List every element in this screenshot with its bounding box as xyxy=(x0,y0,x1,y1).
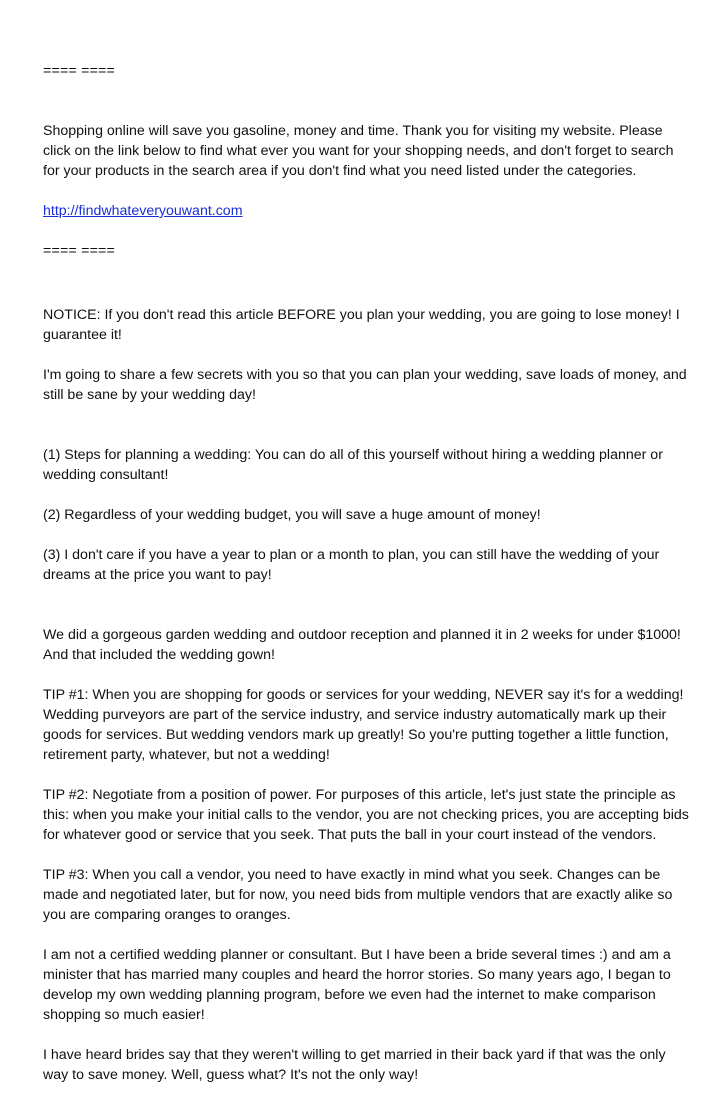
garden-paragraph: We did a gorgeous garden wedding and outdoor reception and planned it in 2 weeks for under $1000! And that included the wedding gown! xyxy=(43,627,681,663)
secrets-paragraph: I'm going to share a few secrets with you so that you can plan your wedding, save loads of money, and still be sane by your wedding day! xyxy=(43,367,687,403)
spacer xyxy=(43,281,693,305)
tip2-paragraph: TIP #2: Negotiate from a position of power. For purposes of this article, let's just state the principle as this: when you make your initial calls to the vendor, you are not checking prices, you are accepting bids for whatever good or service that you seek. That puts the ball in your court instead of the vendors. xyxy=(43,787,689,843)
separator-bottom: ==== ==== xyxy=(43,243,116,259)
website-link[interactable]: http://findwhateveryouwant.com xyxy=(43,203,243,219)
document-page xyxy=(43,61,693,1105)
intro-paragraph xyxy=(43,101,693,181)
notice-paragraph: NOTICE: If you don't read this article BEFORE you plan your wedding, you are going to lose money! I guarantee it! xyxy=(43,307,680,343)
tip1-paragraph: TIP #1: When you are shopping for goods or services for your wedding, NEVER say it's for a wedding! Wedding purveyors are part of the service industry, and service industry automatically mark up their goods for services. But wedding vendors mark up greatly! So you're putting together a little function, retirement party, whatever, but not a wedding! xyxy=(43,687,684,763)
link-paragraph xyxy=(43,181,693,221)
list-item: (2) Regardless of your wedding budget, you will save a huge amount of money! xyxy=(43,507,541,523)
tip3-paragraph: TIP #3: When you call a vendor, you need to have exactly in mind what you seek. Changes can be made and negotiated later, but for now, you need bids from multiple vendors that are exactly alike so you are comparing oranges to oranges. xyxy=(43,867,673,923)
list-item: (3) I don't care if you have a year to plan or a month to plan, you can still have the wedding of your dreams at the price you want to pay! xyxy=(43,547,660,583)
bride-paragraph: I am not a certified wedding planner or consultant. But I have been a bride several times :) and am a minister that has married many couples and heard the horror stories. So many years ago, I began to develop my own wedding planning program, before we even had the internet to make comparison shopping so much easier! xyxy=(43,947,671,1023)
list-item: (1) Steps for planning a wedding: You can do all of this yourself without hiring a wedding planner or wedding consultant! xyxy=(43,447,663,483)
intro-text: Shopping online will save you gasoline, money and time. Thank you for visiting my website. Please click on the link below to find what ever you want for your shopping needs, and don't forget to search for your products in the search area if you don't find what you need listed under the categories. xyxy=(43,123,674,179)
steps-list xyxy=(43,425,693,605)
backyard-paragraph: I have heard brides say that they weren't willing to get married in their back yard if that was the only way to save money. Well, guess what? It's not the only way! xyxy=(43,1047,666,1083)
separator-top: ==== ==== xyxy=(43,63,116,79)
